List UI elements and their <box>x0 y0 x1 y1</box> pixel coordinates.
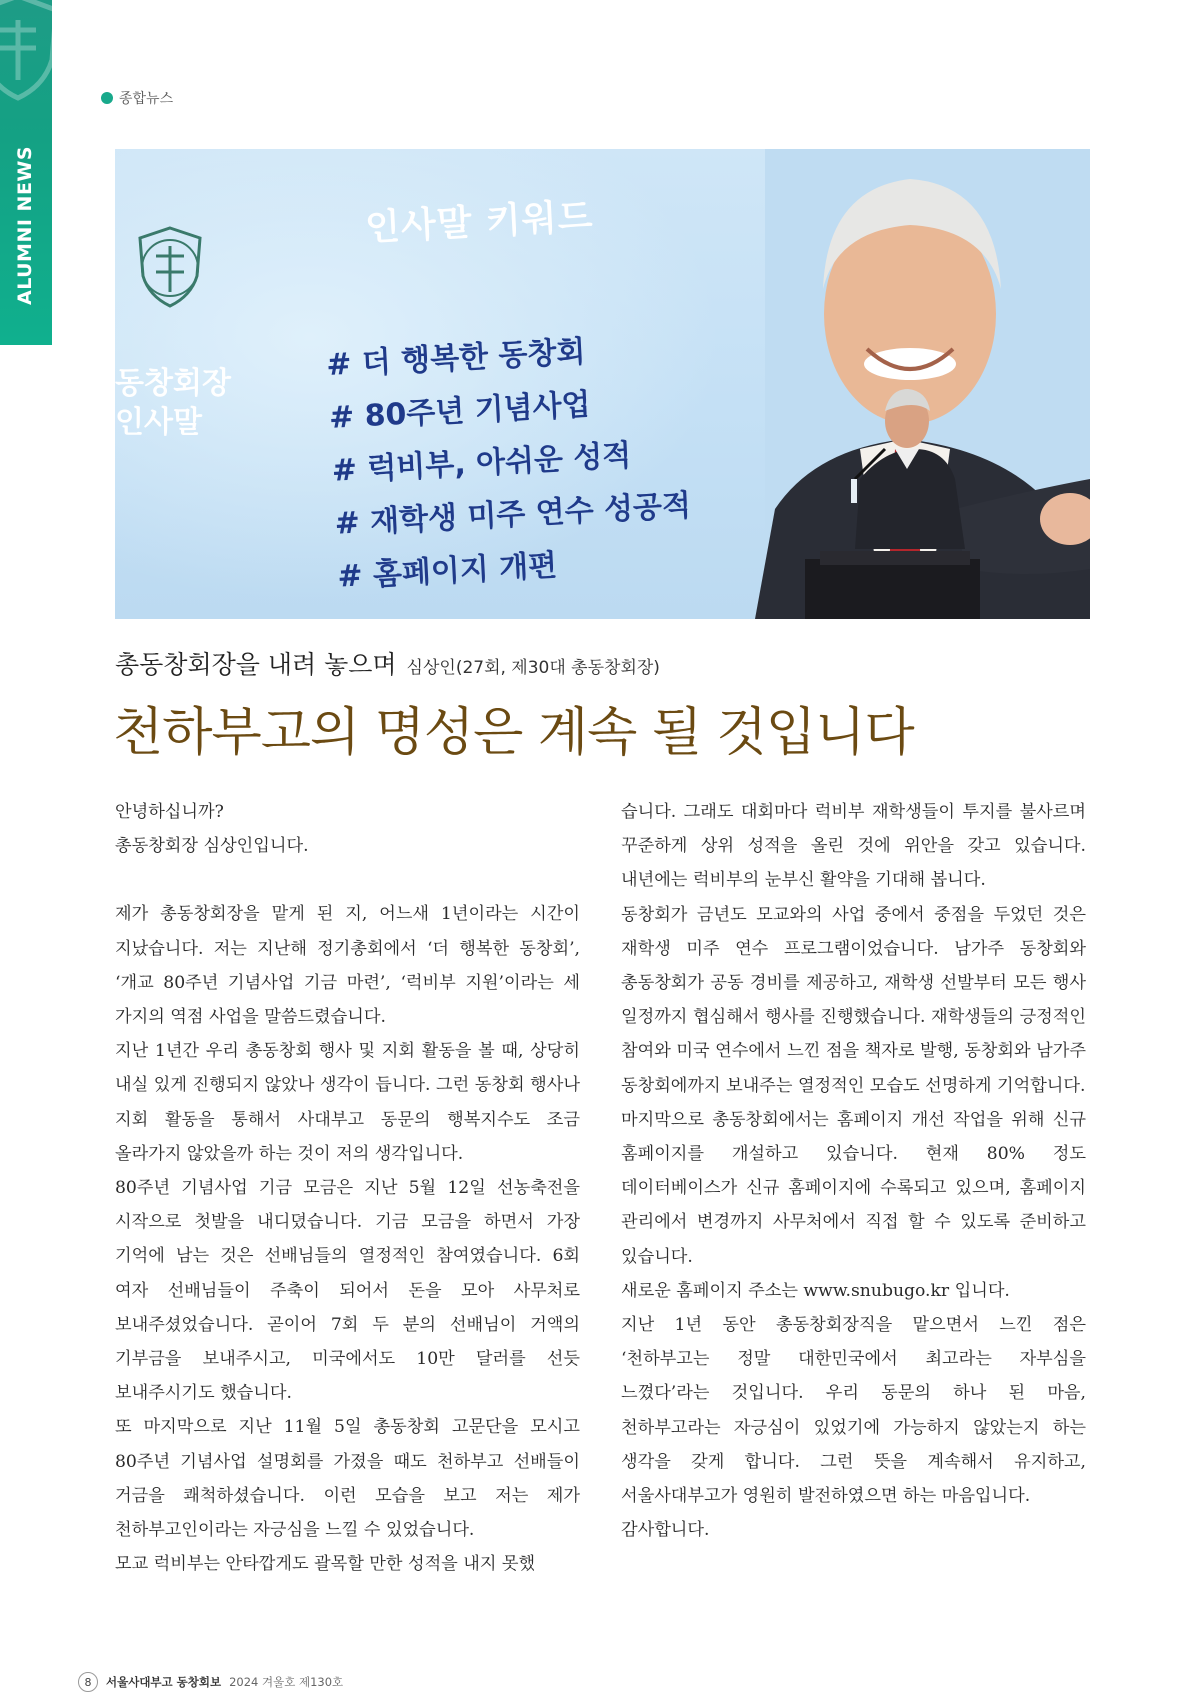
paragraph: 또 마지막으로 지난 11월 5일 총동창회 고문단을 모시고 80주년 기념사업 설명회를 가졌을 때도 천하부고 선배들이 거금을 쾌척하셨습니다. 이런 모습을 보고 저는 제가 천하부고인이라는 자긍심을 느낄 수 있었습니다. <box>115 1417 580 1541</box>
side-tab-label: ALUMNI NEWS <box>14 145 36 305</box>
paragraph: 지난 1년간 우리 총동창회 행사 및 지회 활동을 볼 때, 상당히 내실 있게 진행되지 않았나 생각이 듭니다. 그런 동창회 행사나 지회 활동을 통해서 사대부고 동문의 행복지수도 조금 올라가지 않았을까 하는 것이 저의 생각입니다. <box>115 1041 580 1164</box>
paragraph: 총동창회장 심상인입니다. <box>115 836 309 857</box>
screen-side-line: 인사말 <box>115 405 202 440</box>
page-footer <box>78 1672 343 1692</box>
page-number: 8 <box>78 1672 98 1692</box>
paragraph: 80주년 기념사업 기금 모금은 지난 5월 12일 선농축전을 시작으로 첫발을 내디뎠습니다. 기금 모금을 하면서 가장 기억에 남는 것은 선배님들의 열정적인 참여였습니다. 6회 여자 선배님들이 주축이 되어서 돈을 모아 사무처로 보내주셨었습니다. 곧이어 7회 두 분의 선배님이 거액의 기부금을 보내주시고, 미국에서도 10만 달러를 선듯 보내주시기도 했습니다. <box>115 1178 580 1404</box>
paragraph: 제가 총동창회장을 맡게 된 지, 어느새 1년이라는 시간이 지났습니다. 저는 지난해 정기총회에서 ‘더 행복한 동창회’, ‘개교 80주년 기념사업 기금 마련’, ‘럭비부 지원’이라는 세 가지의 역점 사업을 말씀드렸습니다. <box>115 904 580 1028</box>
article-kicker: 총동창회장을 내려 놓으며 <box>115 650 397 679</box>
paragraph: 지난 1년 동안 총동창회장직을 맡으면서 느낀 점은 ‘천하부고는 정말 대한민국에서 최고라는 자부심을 느꼈다’라는 것입니다. 우리 동문의 하나 된 마음, 천하부고라는 자긍심이 있었기에 가능하지 않았는지 하는 생각을 갖게 합니다. 그런 뜻을 계속해서 유지하고, 서울사대부고가 영원히 발전하였으면 하는 마음입니다. <box>621 1315 1086 1507</box>
keyword-item: # 80주년 기념사업 <box>328 387 592 436</box>
paragraph: 감사합니다. <box>621 1520 710 1541</box>
article-subhead <box>115 645 660 681</box>
paragraph: 새로운 홈페이지 주소는 www.snubugo.kr 입니다. <box>621 1280 1010 1301</box>
keyword-item: # 홈페이지 개편 <box>336 548 559 595</box>
school-emblem-icon <box>0 0 52 102</box>
keyword-item: # 재학생 미주 연수 성공적 <box>333 488 692 542</box>
article-column-left <box>115 795 580 1581</box>
article-headline: 천하부고의 명성은 계속 될 것입니다 <box>113 703 914 763</box>
screen-side-text <box>115 364 231 442</box>
keyword-item: # 더 행복한 동창회 <box>325 334 587 383</box>
paragraph: 모교 럭비부는 안타깝게도 괄목할 만한 성적을 내지 못했 <box>115 1554 536 1575</box>
hero-photo <box>115 149 1090 619</box>
article-column-right <box>621 795 1086 1547</box>
section-label-text: 종합뉴스 <box>119 91 174 107</box>
screen-title: 인사말 키워드 <box>364 196 595 249</box>
keyword-item: # 럭비부, 아쉬운 성적 <box>331 438 633 489</box>
bullet-dot-icon <box>101 92 113 104</box>
paragraph: 동창회가 금년도 모교와의 사업 중에서 중점을 두었던 것은 재학생 미주 연수 프로그램이었습니다. 남가주 동창회와 총동창회가 공동 경비를 제공하고, 재학생 선발부터 모든 행사 일정까지 협심해서 행사를 진행했습니다. 재학생들의 긍정적인 참여와 미국 연수에서 느낀 점을 책자로 발행, 동창회와 남가주 동창회에까지 보내주는 열정적인 모습도 선명하게 기억합니다. <box>621 904 1086 1096</box>
publication-name: 서울사대부고 동창회보 <box>106 1675 222 1689</box>
paragraph-gap <box>115 863 580 897</box>
article-byline: 심상인(27회, 제30대 총동창회장) <box>406 658 660 678</box>
side-tab <box>0 0 52 345</box>
keyword-list <box>325 320 695 603</box>
paragraph: 습니다. 그래도 대회마다 럭비부 재학생들이 투지를 불사르며 꾸준하게 상위 성적을 올린 것에 위안을 갖고 있습니다. 내년에는 럭비부의 눈부신 활약을 기대해 봅니다. <box>621 802 1086 891</box>
issue-label: 2024 겨울호 제130호 <box>229 1675 344 1689</box>
paragraph: 안녕하십니까? <box>115 802 224 822</box>
screen-side-line: 동창회장 <box>115 366 231 401</box>
section-label <box>101 88 173 108</box>
paragraph: 마지막으로 총동창회에서는 홈페이지 개선 작업을 위해 신규 홈페이지를 개설하고 있습니다. 현재 80% 정도 데이터베이스가 신규 홈페이지에 수록되고 있으며, 홈페이지 관리에서 변경까지 사무처에서 직접 할 수 있도록 준비하고 있습니다. <box>621 1109 1086 1267</box>
